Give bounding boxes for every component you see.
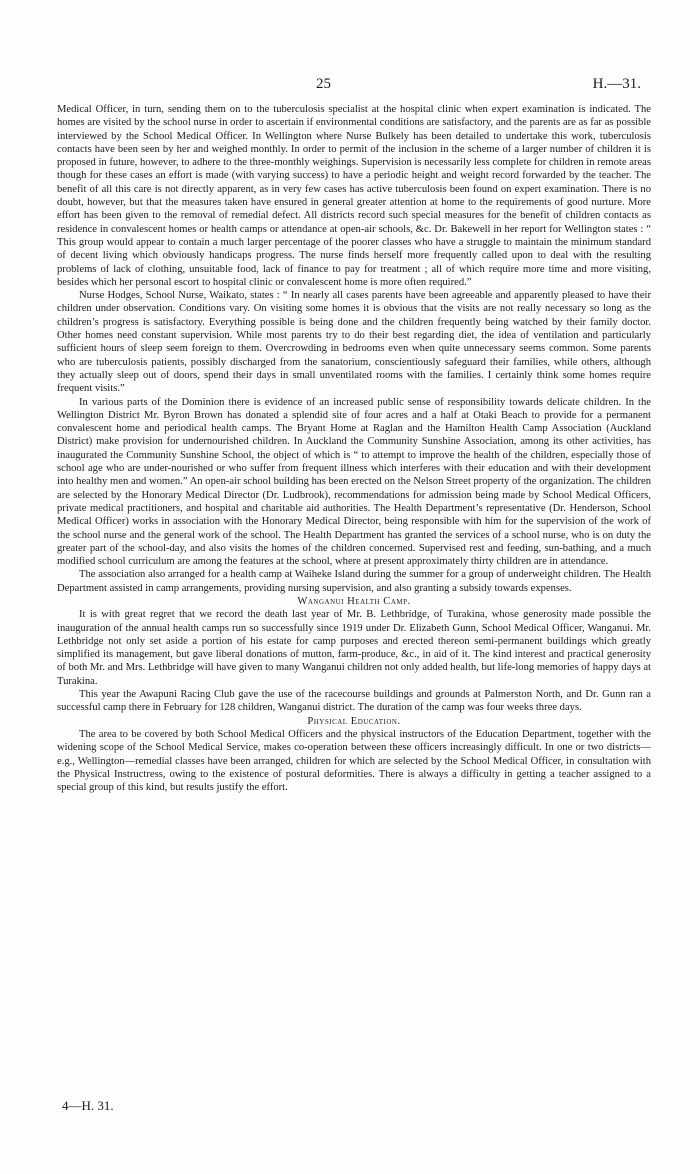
- paragraph: The association also arranged for a health camp at Waiheke Island during the summer for a group of underweight children. The Health Department assisted in camp arrangements, providing nursing supervision, and also granting a subsidy towards expenses.: [57, 569, 651, 594]
- document-reference: H.—31.: [592, 76, 641, 92]
- paragraph: The area to be covered by both School Medical Officers and the physical instructors of the Education Department, together with the widening scope of the School Medical Service, makes co-operation between these officers increasingly difficult. In one or two districts—e.g., Wellington—remedial classes have been arranged, children for which are selected by the School Medical Officer, in consultation with the Physical Instructress, owing to the existence of postural deformities. There is always a difficulty in getting a teacher assigned to a special group of this kind, but results justify the effort.: [57, 728, 651, 794]
- body-text: [57, 103, 651, 794]
- signature-mark: 4—H. 31.: [62, 1098, 114, 1113]
- page-number: 25: [316, 76, 331, 92]
- paragraph: In various parts of the Dominion there is evidence of an increased public sense of responsibility towards delicate children. In the Wellington District Mr. Byron Brown has donated a splendid site of four acres and a half at Otaki Beach to provide for a permanent convalescent home and periodical health camps. The Bryant Home at Raglan and the Hamilton Health Camp Association (Auckland District) make provision for undernourished children. In Auckland the Community Sunshine Association, among its other activities, has inaugurated the Community Sunshine School, the object of which is “ to attempt to improve the health of the children, especially those of school age who are under-nourished or who suffer from frequent illness which interferes with their education and with their development into healthy men and women.” An open-air school building has been erected on the Nelson Street property of the organization. The children are selected by the Honorary Medical Director (Dr. Ludbrook), recommendations for admission being made by School Medical Officers, private medical practitioners, and hospital and charitable aid authorities. The Health Department’s representative (Dr. Henderson, School Medical Officer) works in association with the Honorary Medical Director, being responsible with him for the supervision of the work of the school nurse and the general work of the school. The Health Department has granted the services of a school nurse, who is on duty the greater part of the school-day, and also visits the homes of the children concerned. Supervised rest and feeding, sun-bathing, and a much modified school curriculum are among the features at the school, where at present approximately thirty children are in attendance.: [57, 396, 651, 568]
- paragraph: This year the Awapuni Racing Club gave the use of the racecourse buildings and grounds at Palmerston North, and Dr. Gunn ran a successful camp there in February for 128 children, Wanganui district. The duration of the camp was four weeks three days.: [57, 689, 651, 714]
- paragraph: It is with great regret that we record the death last year of Mr. B. Lethbridge, of Turakina, whose generosity made possible the inauguration of the annual health camps run so successfully since 1919 under Dr. Elizabeth Gunn, School Medical Officer, Wanganui. Mr. Lethbridge not only set aside a portion of his estate for camp purposes and erected thereon semi-permanent buildings which greatly simplified its management, but gave liberal donations of mutton, farm-produce, &c., in aid of it. The kind interest and practical generosity of both Mr. and Mrs. Lethbridge will have given to many Wanganui children not only added health, but life-long memories of happy days at Turakina.: [57, 609, 651, 687]
- section-heading-physical-education: Physical Education.: [307, 715, 401, 727]
- page-header: [0, 76, 700, 96]
- paragraph: Medical Officer, in turn, sending them on to the tuberculosis specialist at the hospital clinic when expert examination is indicated. The homes are visited by the school nurse in order to ascertain if environmental conditions are satisfactory, and the parents are as far as possible interviewed by the School Medical Officer. In Wellington where Nurse Bulkely has been detailed to undertake this work, tuberculosis contacts have been seen by her and weighed monthly. In order to permit of the inclusion in the scheme of a larger number of children it is proposed in future, however, to adhere to the three-monthly weighings. Supervision is necessarily less complete for children in remote areas though for these cases an effort is made (with varying success) to have a periodic height and weight record forwarded by the teacher. The benefit of all this care is not directly apparent, as in very few cases has active tuberculosis been found on expert examination. There is no doubt, however, but that the measures taken have ensured in general greater attention at home to the requirements of good nurture. More effort has been given to the removal of remedial defect. All districts record such special measures for the benefit of children contacts as residence in convalescent homes or health camps or attendance at open-air schools, &c. Dr. Bakewell in her report for Wellington states : “ This group would appear to contain a much larger percentage of the poorer classes who have a struggle to maintain the minimum standard of decent living which obviously handicaps progress. The nurse finds herself more frequently called upon to deal with the resulting problems of lack of clothing, unsuitable food, lack of finance to pay for treatment ; all of which require more time and more visiting, besides which her personal escort to hospital clinic or convalescent home is more often required.”: [57, 104, 651, 288]
- paragraph: Nurse Hodges, School Nurse, Waikato, states : “ In nearly all cases parents have been agreeable and apparently pleased to have their children under observation. Conditions vary. On visiting some homes it is obvious that the visits are not really necessary so long as the children’s progress is satisfactory. Everything possible is being done and the children frequently being watched by their family doctor. Other homes need constant supervision. While most parents try to do their best regarding diet, the idea of ventilation and particularly sufficient hours of sleep seem foreign to them. Overcrowding in bedrooms even when quite unnecessary seems common. Some parents who are tuberculosis patients, possibly discharged from the sanatorium, conscientiously safeguard their families, while others, although they actually sleep out of doors, spend their days in small unventilated rooms with the families. I certainly think some homes require frequent visits.”: [57, 290, 651, 395]
- section-heading-wanganui: Wanganui Health Camp.: [297, 595, 411, 607]
